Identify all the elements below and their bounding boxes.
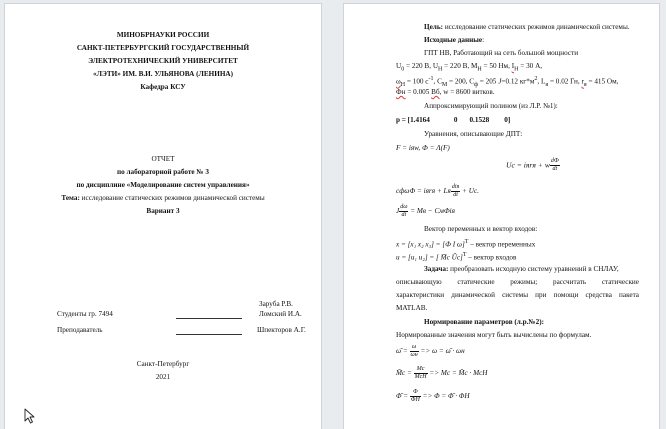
equation-2: Uc = iяrя + w $\frac{dФ}{dt}$	[506, 158, 559, 172]
report-title: ОТЧЕТ	[151, 155, 175, 163]
params-line-1: $U_0 = 220$ В, $U_H = 220$ В, $M_H = 50$ Нм, $I_H = 30$ А,	[396, 62, 543, 73]
signature-line-students	[176, 318, 242, 319]
students-label: Студенты гр. 7494	[57, 310, 113, 318]
signature-line-teacher	[176, 334, 242, 335]
year: 2021	[155, 373, 171, 381]
initial-data-heading: Исходные данные:	[424, 36, 485, 44]
equations-caption: Уравнения, описывающие ДПТ:	[424, 130, 523, 138]
teacher-label: Преподаватель	[57, 326, 103, 334]
norm-formula-torque: M̄c = $\frac{Mc}{\text{McH}}$ => Mc = M̄c · McH	[396, 366, 488, 380]
student-2: Ломский И.А.	[259, 310, 302, 318]
state-vector: x = [x₁ x₂ x₃] = [Ф I ω]$^T$ – вектор переменных	[396, 239, 536, 249]
lab-number: по лабораторной работе № 3	[116, 168, 210, 176]
equation-3: cфωФ = iяrя + Lя $\frac{\text{diя}}{dt}$ + Uc.	[396, 184, 479, 198]
vectors-caption: Вектор переменных и вектор входов:	[424, 225, 538, 233]
polynomial-coefficients: p = [1.4164 0 0.1528 0]	[396, 116, 511, 124]
norm-formula-flux: Φ̄ = $\frac{\Phi}{\Phi H}$ => Φ = Φ̄ · ΦH	[396, 389, 470, 403]
variant: Вариант 3	[146, 207, 180, 215]
input-vector: u = [u₁ u₂] = [ M̄c Ūc]$^T$ – вектор входов	[396, 252, 517, 262]
teacher-name: Шпекторов А.Г.	[257, 326, 306, 334]
equation-1: F = iяw, Ф = Λ(F)	[396, 144, 450, 152]
task-line-1: Задача: преобразовать исходную систему уравнений в СНЛАУ,	[424, 265, 619, 273]
equation-4: J $\frac{d\omega}{dt}$ = Mв − CмФiя	[396, 204, 455, 218]
goal-line: Цель: исследование статических режимов динамической системы.	[424, 23, 630, 31]
normalization-heading: Нормирование параметров (л.р.№2):	[424, 318, 545, 326]
city: Санкт-Петербург	[136, 360, 190, 368]
department: Кафедра КСУ	[140, 83, 186, 91]
task-line-2: описывающую статические режимы; рассчитать статические	[396, 278, 639, 286]
normalization-text: Нормированные значения могут быть вычислены по формулам.	[396, 331, 592, 339]
motor-type: ГПТ НВ, Работающий на сеть большой мощности	[424, 49, 579, 57]
student-1: Заруба Р.В.	[259, 300, 293, 308]
approx-polynomial-caption: Аппроксимирующий полином (из Л.Р. №1):	[424, 102, 558, 110]
task-line-3: характеристики динамической системы при помощи средства пакета	[396, 291, 639, 299]
topic: Тема: исследование статических режимов динамической системы	[61, 194, 265, 202]
university-line-2: ЭЛЕКТРОТЕХНИЧЕСКИЙ УНИВЕРСИТЕТ	[88, 57, 238, 65]
university-line-3: «ЛЭТИ» ИМ. В.И. УЛЬЯНОВА (ЛЕНИНА)	[93, 70, 233, 78]
params-line-2: $\omega_H = 100$ $c^{-1}$, $C_M = 200$, $C_ф = 205$ J=0.12 $кг*м^2$, $L_я = 0.02$ Гн, $r_я = 415$ Ом,	[396, 76, 619, 88]
title-page	[5, 4, 321, 429]
content-page	[344, 4, 659, 429]
task-line-4: MATLAB.	[396, 304, 428, 312]
mouse-pointer-icon	[24, 408, 36, 424]
discipline: по дисциплине «Моделирование систем управления»	[76, 181, 250, 189]
ministry-header: МИНОБРНАУКИ РОССИИ	[116, 31, 210, 39]
norm-formula-speed: ω̄ = $\frac{\omega}{\omega н}$ => ω = ω̄ · ωн	[396, 344, 465, 358]
params-line-3: Фн = 0.005 Вб, w = 8600 витков.	[396, 88, 495, 96]
university-line-1: САНКТ-ПЕТЕРБУРГСКИЙ ГОСУДАРСТВЕННЫЙ	[76, 44, 250, 52]
